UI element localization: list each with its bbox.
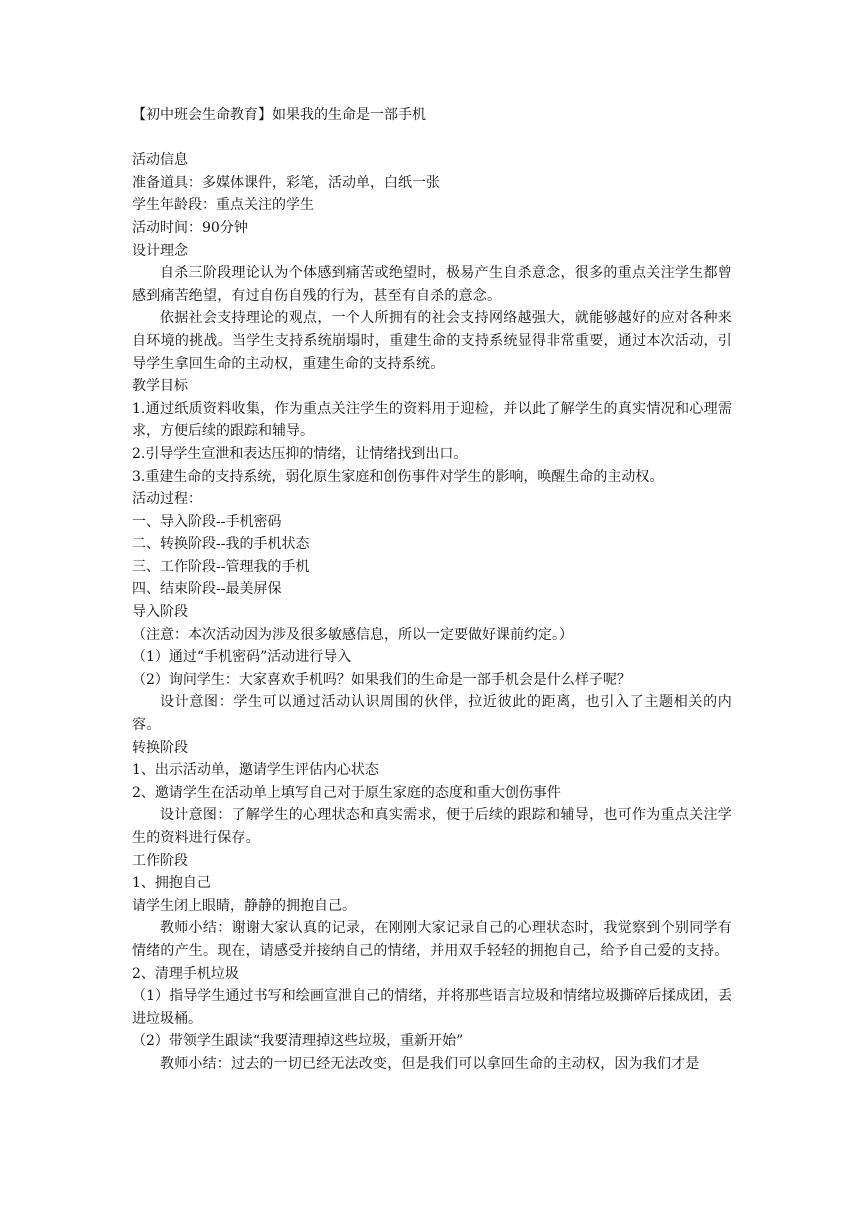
intro-design-intent: 设计意图：学生可以通过活动认识周围的伙伴，拉近彼此的距离，也引入了主题相关的内容。 [132,694,732,734]
goals-heading: 教学目标 [132,378,188,395]
work-item-2: 2、清理手机垃圾 [132,965,239,982]
work-heading: 工作阶段 [132,852,188,869]
transition-item-1: 1、出示活动单，邀请学生评估内心状态 [132,762,379,779]
design-concept-paragraph-2: 依据社会支持理论的观点，一个人所拥有的社会支持网络越强大，就能够越好的应对各种来自环境的挑战。当学生支持系统崩塌时，重建生命的支持系统显得非常重要，通过本次活动，引导学生拿回生命的主动权，重建生命的支持系统。 [132,310,732,372]
document-page [132,104,732,1076]
students-line: 学生年龄段：重点关注的学生 [132,197,314,214]
process-step-1: 一、导入阶段--手机密码 [132,513,282,530]
transition-item-2: 2、邀请学生在活动单上填写自己对于原生家庭的态度和重大创伤事件 [132,784,561,801]
document-title: 【初中班会生命教育】如果我的生命是一部手机 [132,107,426,123]
work-item-2-sub-2: （2）带领学生跟读“我要清理掉这些垃圾，重新开始” [132,1033,464,1050]
work-item-1-summary: 教师小结：谢谢大家认真的记录，在刚刚大家记录自己的心理状态时，我觉察到个别同学有情绪的产生。现在，请感受并接纳自己的情绪，并用双手轻轻的拥抱自己，给予自己爱的支持。 [132,920,732,959]
intro-item-1: （1）通过“手机密码”活动进行导入 [132,649,352,666]
activity-info-heading: 活动信息 [132,152,188,169]
intro-note: （注意：本次活动因为涉及很多敏感信息，所以一定要做好课前约定。） [132,626,573,643]
process-step-4: 四、结束阶段--最美屏保 [132,581,282,598]
process-step-2: 二、转换阶段--我的手机状态 [132,536,310,553]
design-concept-heading: 设计理念 [132,242,188,259]
transition-design-intent: 设计意图：了解学生的心理状态和真实需求，便于后续的跟踪和辅导，也可作为重点关注学生的资料进行保存。 [132,807,732,846]
work-item-1: 1、拥抱自己 [132,875,211,892]
work-item-2-sub-1: （1）指导学生通过书写和绘画宣泄自己的情绪，并将那些语言垃圾和情绪垃圾撕碎后揉成团，丢进垃圾桶。 [132,988,732,1027]
design-concept-paragraph-1: 自杀三阶段理论认为个体感到痛苦或绝望时，极易产生自杀意念，很多的重点关注学生都曾感到痛苦绝望，有过自伤自残的行为，甚至有自杀的意念。 [132,265,732,304]
props-line: 准备道具：多媒体课件，彩笔，活动单，白纸一张 [132,174,440,191]
goal-3: 3.重建生命的支持系统，弱化原生家庭和创伤事件对学生的影响，唤醒生命的主动权。 [132,468,664,485]
duration-line: 活动时间：90分钟 [132,219,248,236]
transition-heading: 转换阶段 [132,739,188,756]
intro-item-2: （2）询问学生：大家喜欢手机吗？如果我们的生命是一部手机会是什么样子呢？ [132,671,631,688]
work-item-1-text: 请学生闭上眼睛，静静的拥抱自己。 [132,897,356,914]
process-step-3: 三、工作阶段--管理我的手机 [132,558,310,575]
work-item-2-summary: 教师小结：过去的一切已经无法改变，但是我们可以拿回生命的主动权，因为我们才是 [160,1055,700,1072]
goal-1: 1.通过纸质资料收集，作为重点关注学生的资料用于迎检，并以此了解学生的真实情况和心理需求，方便后续的跟踪和辅导。 [132,400,732,440]
goal-2: 2.引导学生宣泄和表达压抑的情绪，让情绪找到出口。 [132,445,468,462]
process-heading: 活动过程： [132,491,202,508]
intro-heading: 导入阶段 [132,604,188,621]
